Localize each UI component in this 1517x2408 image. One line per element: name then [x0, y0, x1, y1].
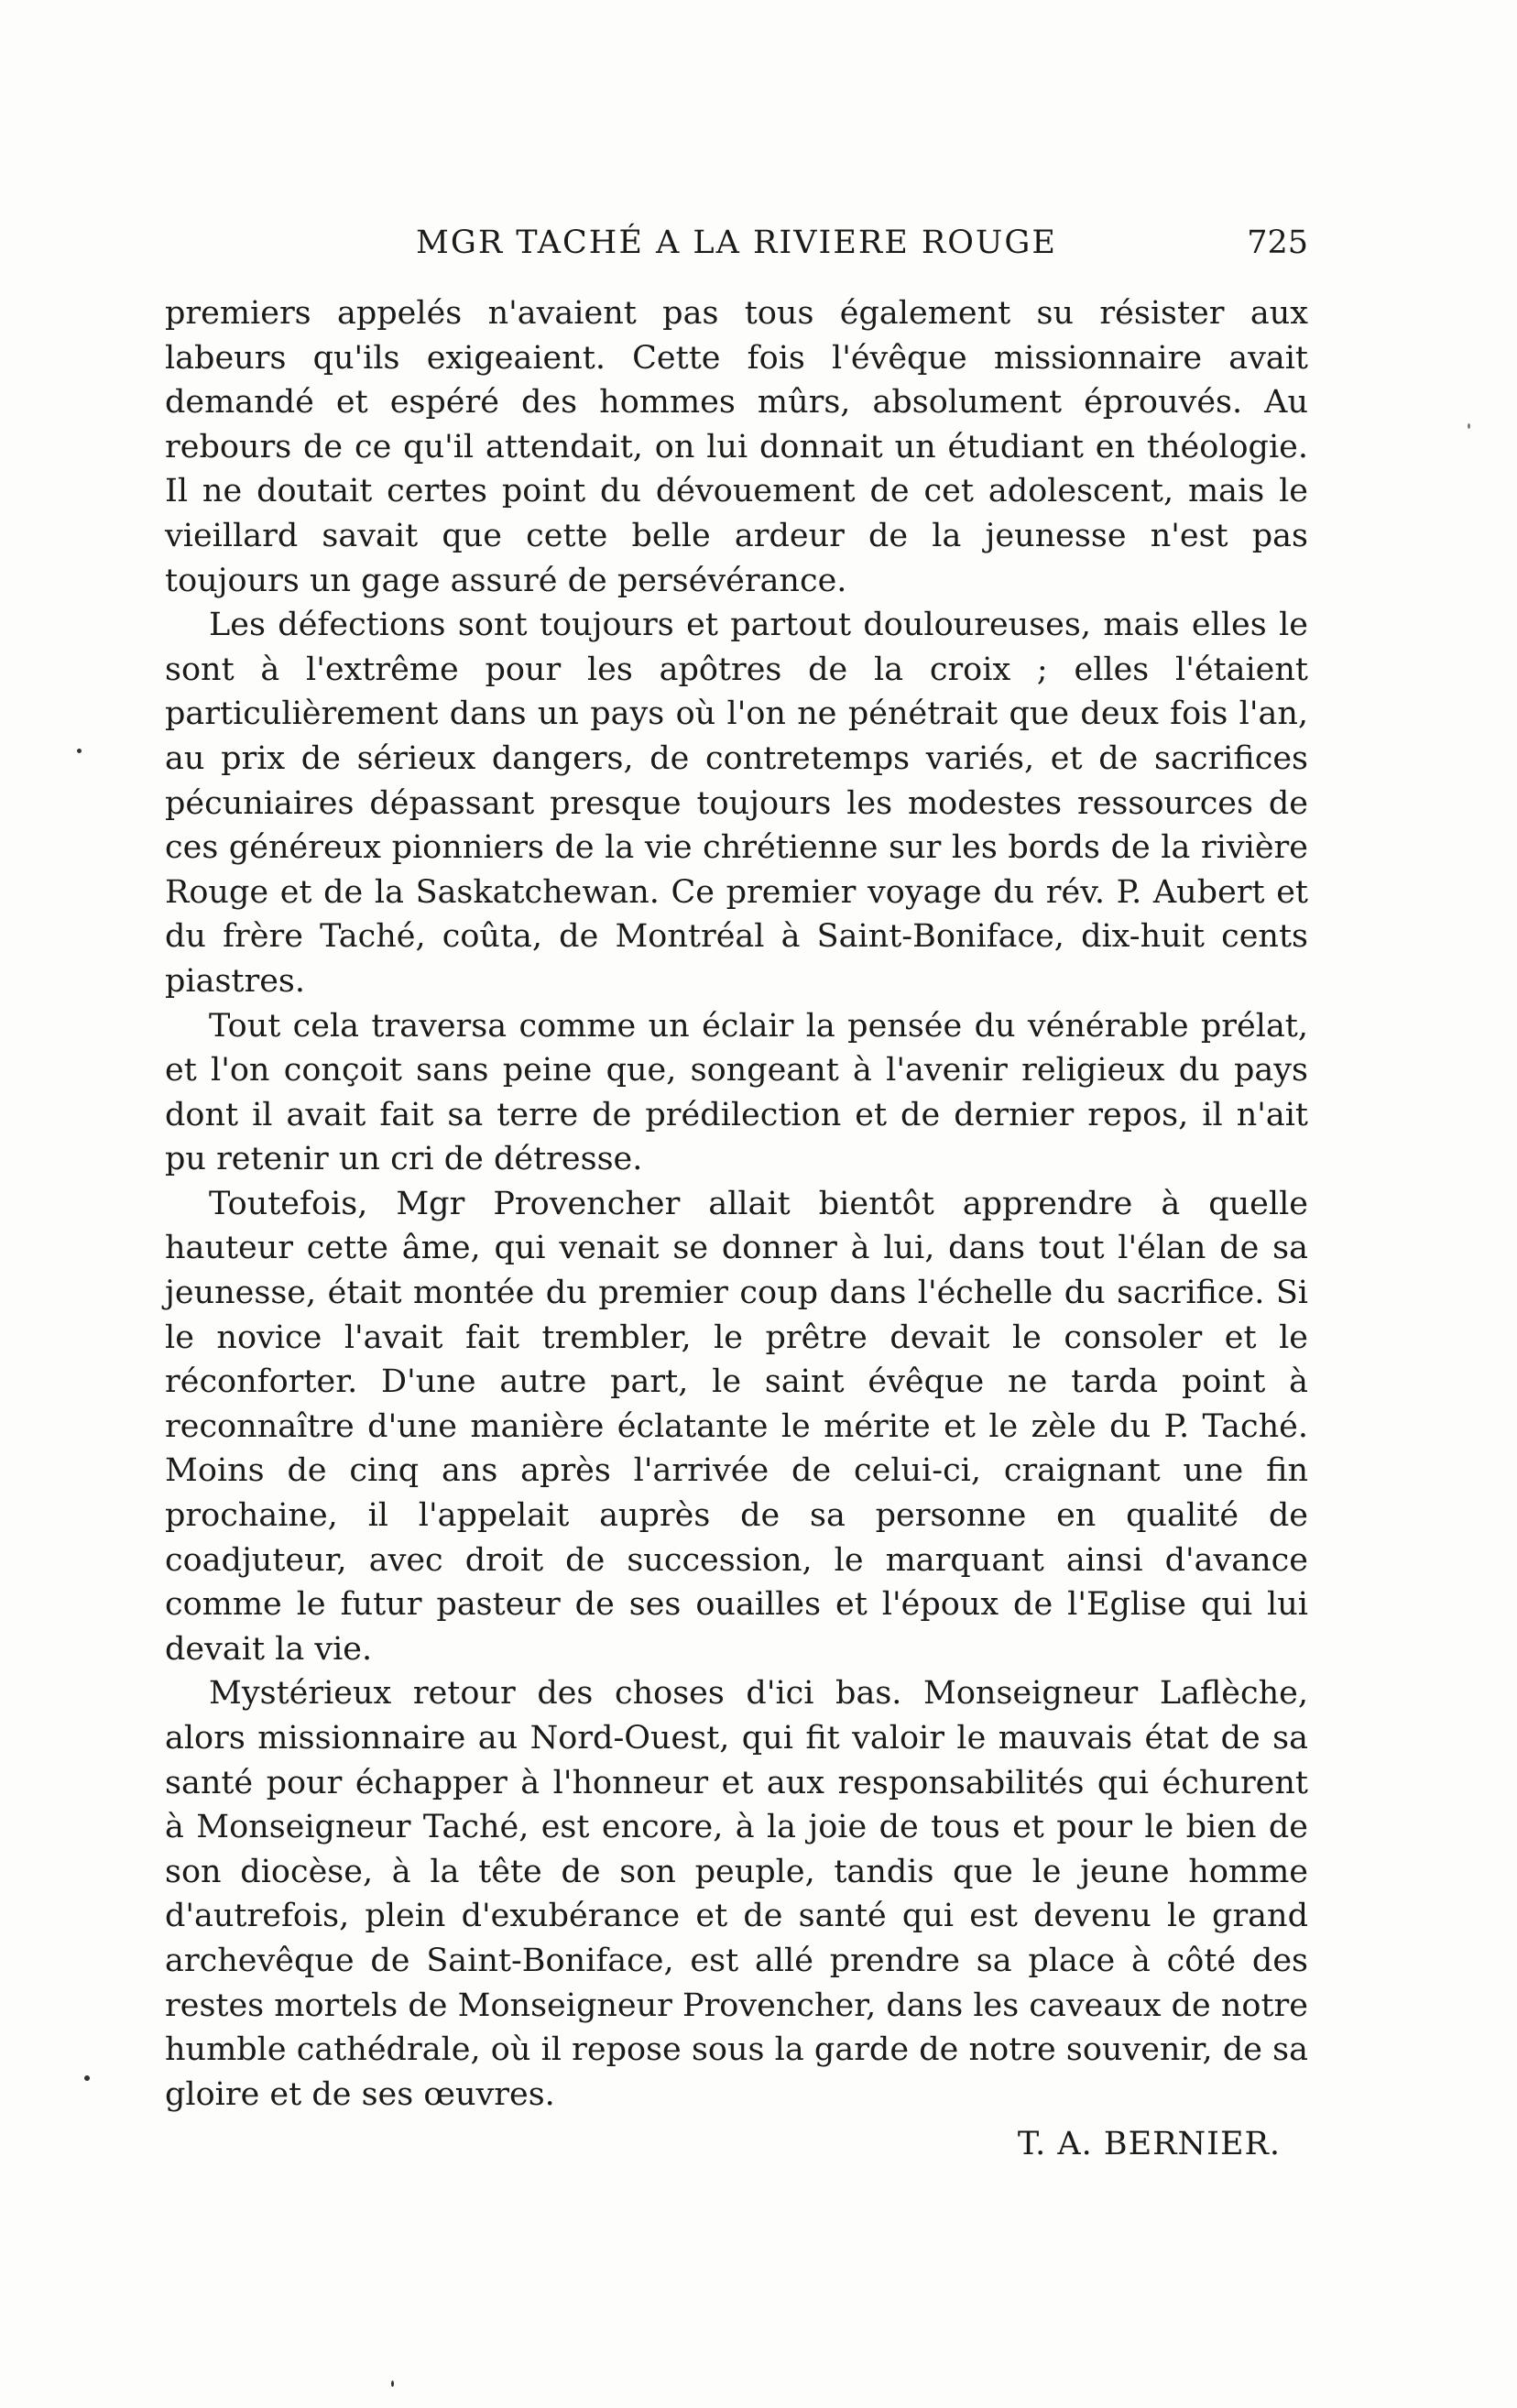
paragraph-5: Mystérieux retour des choses d'ici bas. Monseigneur Laflèche, alors missionnaire au Nord-Ouest, qui fit valoir le mauvais état de sa santé pour échapper à l'honneur et aux responsabilités qui échurent à Monseigneur Taché, est encore, à la joie de tous et pour le bien de son diocèse, à la tête de son peuple, tandis que le jeune homme d'autrefois, plein d'exubérance et de santé qui est devenu le grand archevêque de Saint-Boniface, est allé prendre sa place à côté des restes mortels de Monseigneur Provencher, dans les caveaux de notre humble cathédrale, où il repose sous la garde de notre souvenir, de sa gloire et de ses œuvres. [165, 1675, 1308, 2113]
paragraph-4: Toutefois, Mgr Provencher allait bientôt apprendre à quelle hauteur cette âme, qui venait se donner à lui, dans tout l'élan de sa jeunesse, était montée du premier coup dans l'échelle du sacrifice. Si le novice l'avait fait trembler, le prêtre devait le consoler et le réconforter. D'une autre part, le saint évêque ne tarda point à reconnaître d'une manière éclatante le mérite et le zèle du P. Taché. Moins de cinq ans après l'arrivée de celui-ci, craignant une fin prochaine, il l'appelait auprès de sa personne en qualité de coadjuteur, avec droit de succession, le marquant ainsi d'avance comme le futur pasteur de ses ouailles et l'époux de l'Eglise qui lui devait la vie. [165, 1185, 1308, 1668]
scan-speck [1468, 423, 1470, 429]
scan-speck [77, 749, 82, 753]
page-number: 725 [1247, 224, 1308, 261]
paragraph-2: Les défections sont toujours et partout douloureuses, mais elles le sont à l'extrême pour les apôtres de la croix ; elles l'étaient particulièrement dans un pays où l'on ne pénétrait que deux fois l'an, au prix de sérieux dangers, de contretemps variés, et de sacrifices pécuniaires dépassant presque toujours les modestes ressources de ces généreux pionniers de la vie chrétienne sur les bords de la rivière Rouge et de la Saskatchewan. Ce premier voyage du rév. P. Aubert et du frère Taché, coûta, de Montréal à Saint-Boniface, dix-huit cents piastres. [165, 607, 1308, 1000]
body-text [165, 291, 1308, 2117]
paragraph-3: Tout cela traversa comme un éclair la pensée du vénérable prélat, et l'on conçoit sans peine que, songeant à l'avenir religieux du pays dont il avait fait sa terre de prédilection et de dernier repos, il n'ait pu retenir un cri de détresse. [165, 1007, 1308, 1178]
page-header [165, 220, 1308, 266]
author-signature: T. A. BERNIER. [1017, 2126, 1281, 2162]
scan-speck [391, 2381, 394, 2387]
scan-speck [84, 2075, 90, 2081]
paragraph-1: premiers appelés n'avaient pas tous également su résister aux labeurs qu'ils exigeaient. Cette fois l'évêque missionnaire avait demandé et espéré des hommes mûrs, absolument éprouvés. Au rebours de ce qu'il attendait, on lui donnait un étudiant en théologie. Il ne doutait certes point du dévouement de cet adolescent, mais le vieillard savait que cette belle ardeur de la jeunesse n'est pas toujours un gage assuré de persévérance. [165, 295, 1308, 599]
running-head: MGR TACHÉ A LA RIVIERE ROUGE [416, 224, 1057, 261]
